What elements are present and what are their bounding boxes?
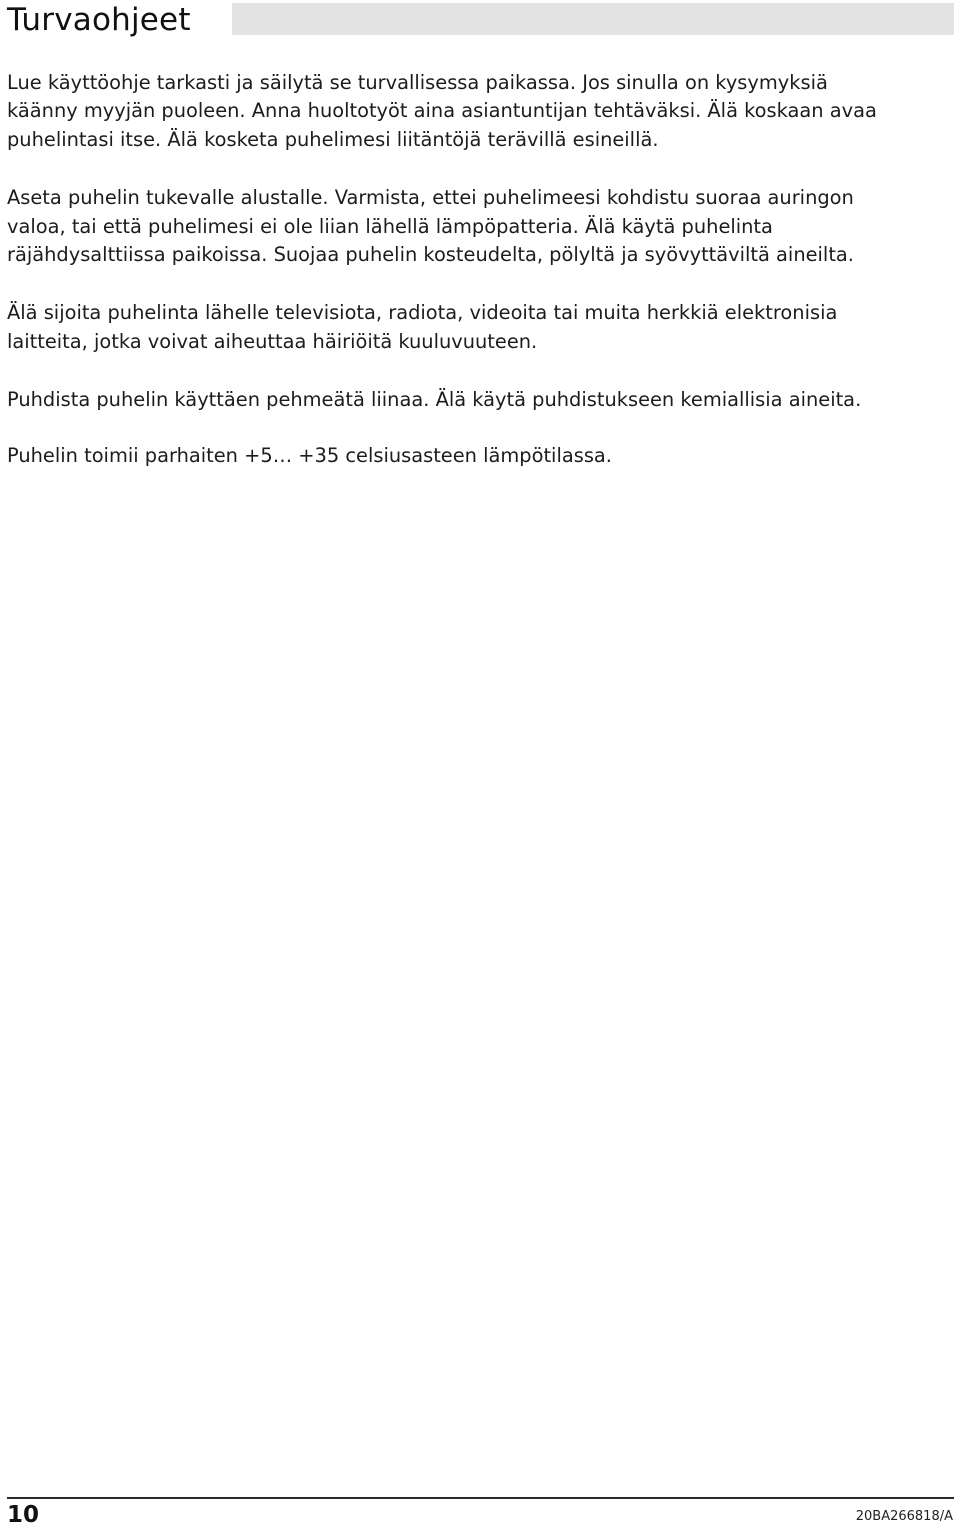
page-header <box>0 0 960 40</box>
document-code: 20BA266818/A <box>855 1509 953 1524</box>
paragraph-placement: Aseta puhelin tukevalle alustalle. Varmista, ettei puhelimeesi kohdistu suoraa auringon valoa, tai että puhelimesi ei ole liian lähellä lämpöpatteria. Älä käytä puhelinta räjähdysalttiissa paikoissa. Suojaa puhelin kosteudelta, pölyltä ja syövyttäviltä aineilta. <box>7 186 854 267</box>
page-title: Turvaohjeet <box>7 2 191 38</box>
paragraph-temperature: Puhelin toimii parhaiten +5… +35 celsiusasteen lämpötilassa. <box>7 443 612 467</box>
page-number: 10 <box>7 1502 40 1528</box>
paragraph-general: Lue käyttöohje tarkasti ja säilytä se turvallisessa paikassa. Jos sinulla on kysymyksiä käänny myyjän puoleen. Anna huoltotyöt aina asiantuntijan tehtäväksi. Älä koskaan avaa puhelintasi itse. Älä kosketa puhelimesi liitäntöjä terävillä esineillä. <box>7 71 877 151</box>
safety-instructions <box>7 69 953 500</box>
footer-divider <box>7 1497 954 1499</box>
paragraph-interference: Älä sijoita puhelinta lähelle televisiota, radiota, videoita tai muita herkkiä elektronisia laitteita, jotka voivat aiheuttaa häiriöitä kuuluvuuteen. <box>7 301 838 353</box>
paragraph-cleaning: Puhdista puhelin käyttäen pehmeätä liinaa. Älä käytä puhdistukseen kemiallisia aineita. <box>7 388 862 412</box>
title-bar-decoration <box>232 3 954 35</box>
